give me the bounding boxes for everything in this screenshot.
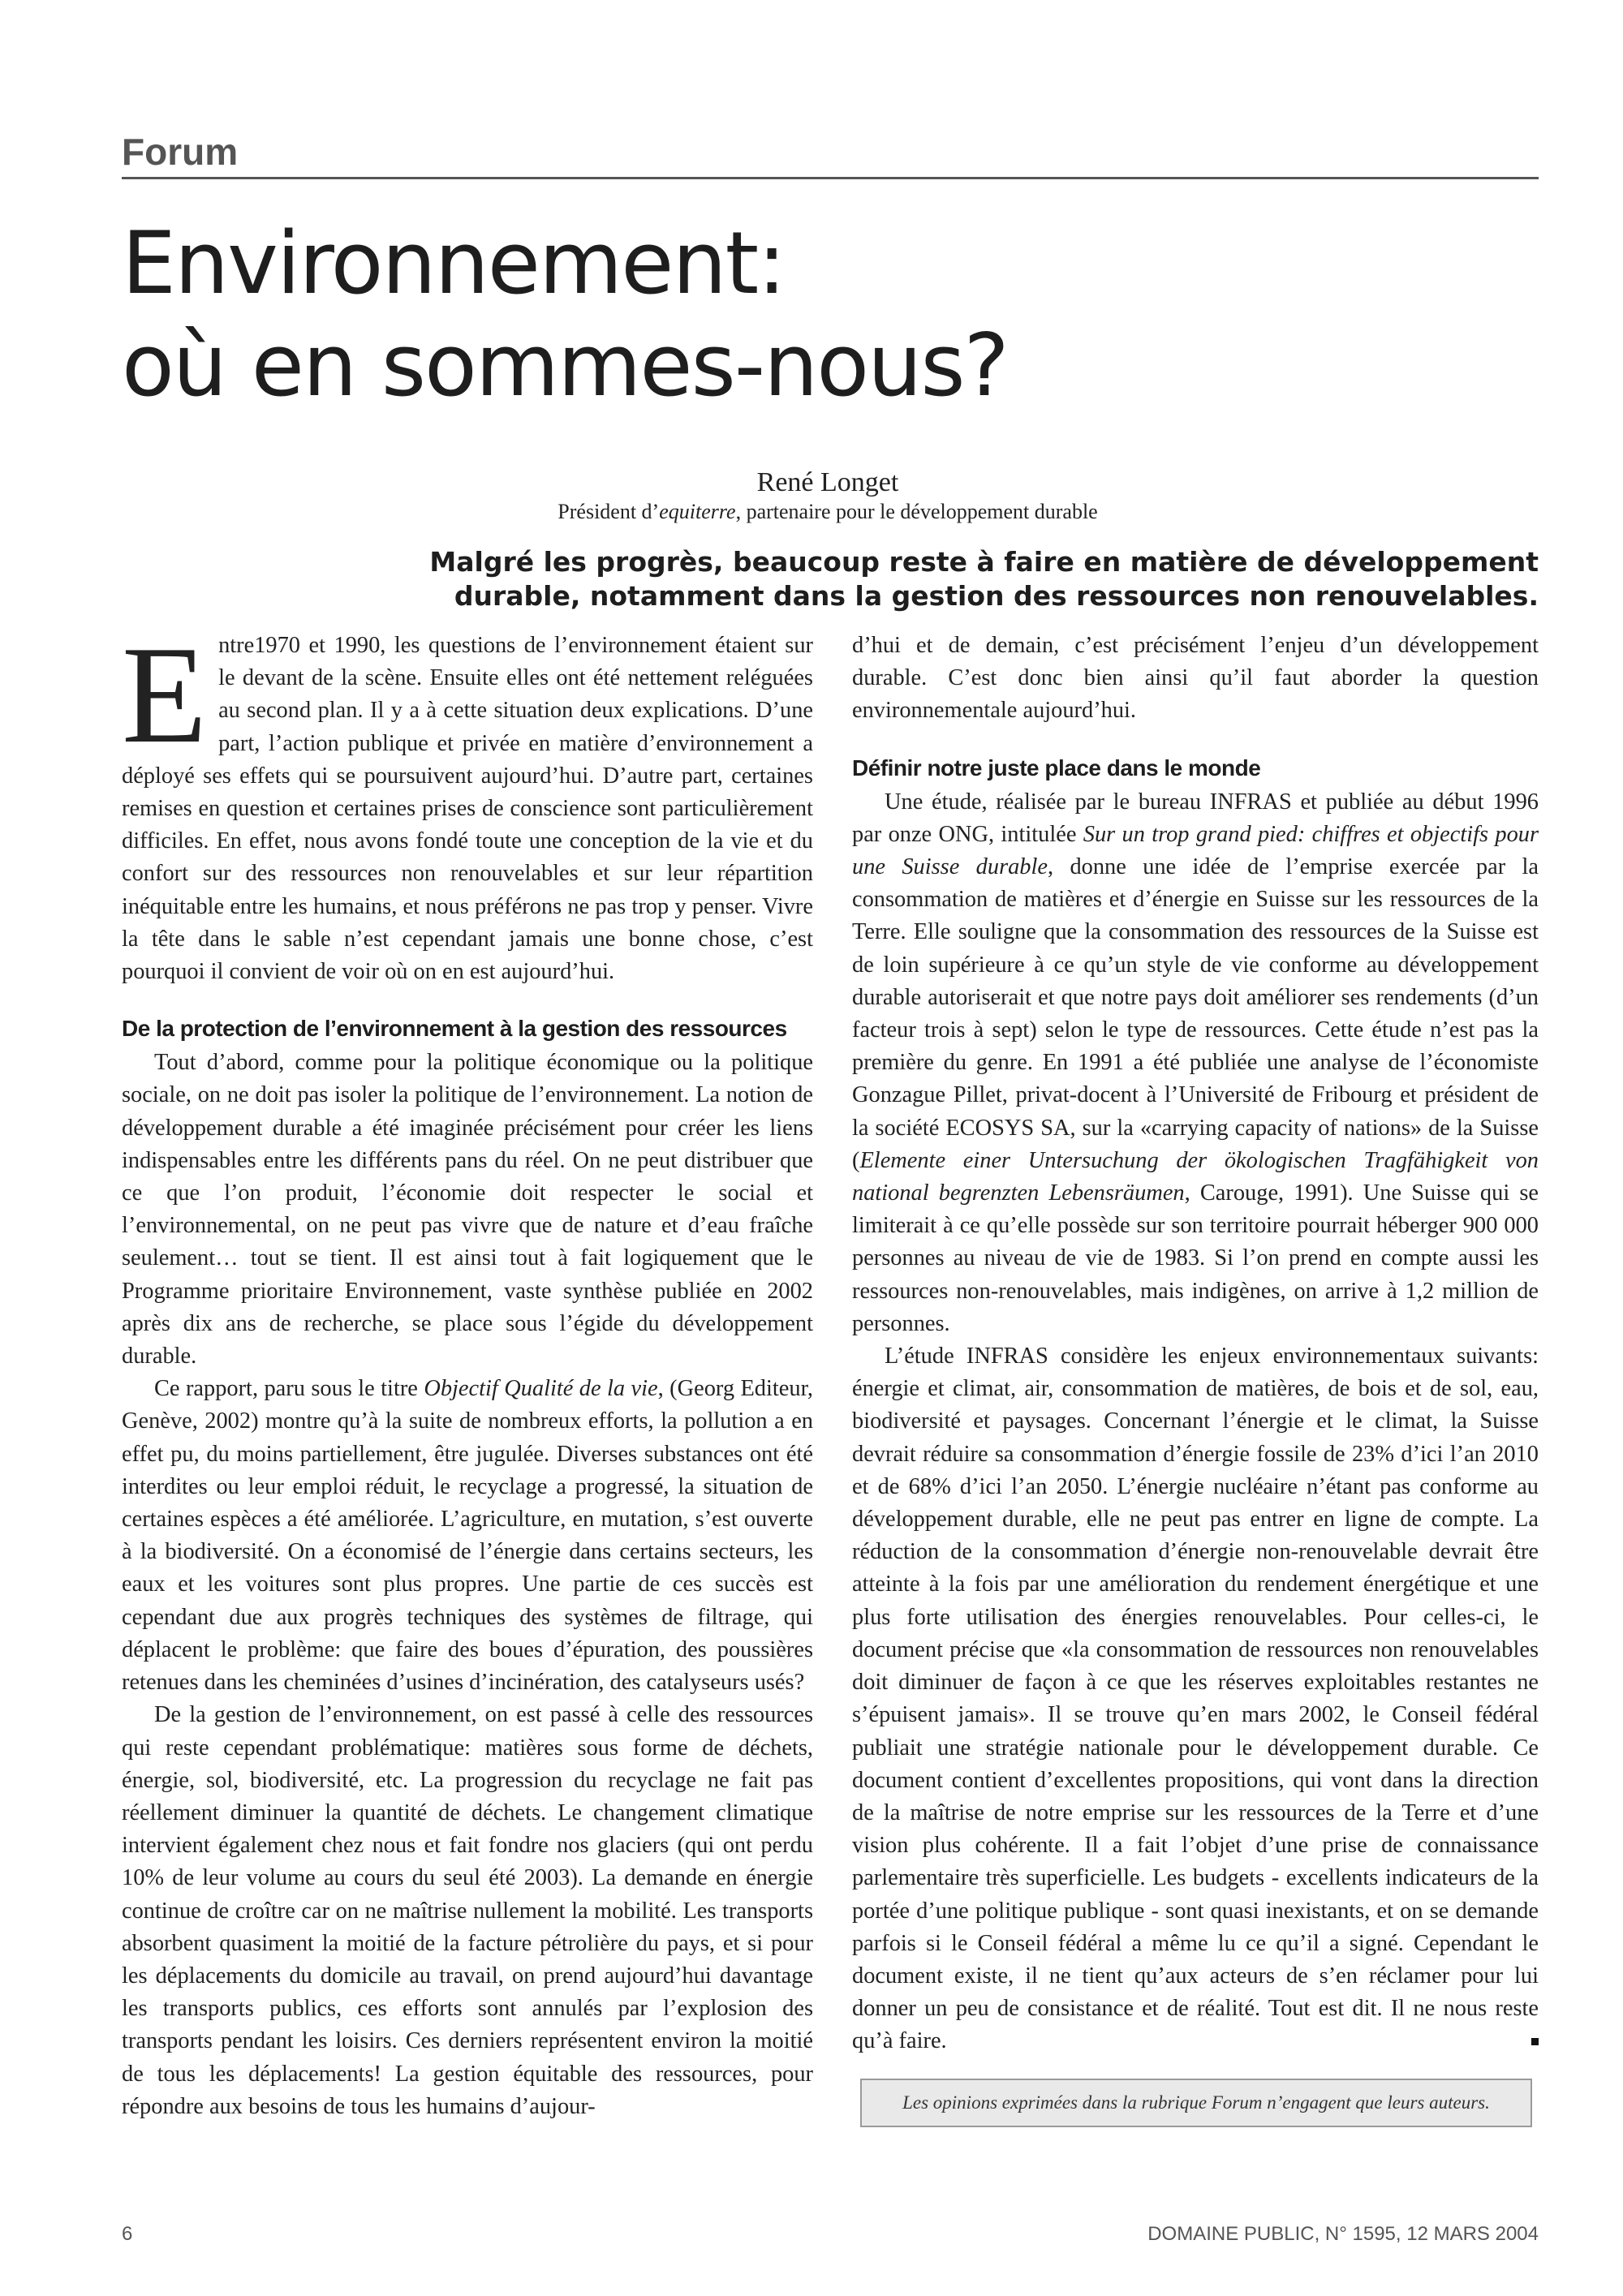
lead-line-1: Malgré les progrès, beaucoup reste à faire en matière de développement: [429, 546, 1539, 578]
paragraph-text: , donne une idée de l’emprise exercée par la consommation de matières et d’énergie en Suisse sur les ressources de la Terre. Elle souligne que la consommation des ressources de la Suisse est de loin supérieure à ce qu’un style de vie conforme au développement durable autoriserait et que notre pays doit améliorer ses rendements (d’un facteur trois à sept) selon le type de ressources. Cette étude n’est pas la première du genre. En 1991 a été publiée une analyse de l’économiste Gonzague Pillet, privat-docent à l’Université de Fribourg et président de la société ECOSYS SA, sur la «carrying capacity of nations» de la Suisse (: [852, 854, 1539, 1173]
paragraph: Tout d’abord, comme pour la politique économique ou la politique sociale, on ne doit pas isoler la politique de l’environnement. La notion de développement durable a été imaginée précisément pour créer les liens indispensables entre les différents pans du réel. On ne peut distribuer que ce que l’on produit, l’économie doit respecter le social et l’environnemental, on ne peut pas vivre que de nature et d’eau fraîche seulement… tout se tient. Il est ainsi tout à fait logiquement que le Programme prioritaire Environnement, vaste synthèse publiée en 2002 après dix ans de recherche, se place sous l’égide du développement durable.: [122, 1050, 813, 1369]
book-title: Objectif Qualité de la vie: [424, 1376, 658, 1402]
subheading-2: Définir notre juste place dans le monde: [852, 755, 1261, 780]
author-name: René Longet: [756, 467, 899, 497]
left-column: [122, 618, 813, 2123]
drop-cap: E: [122, 618, 208, 772]
paragraph-text: L’étude INFRAS considère les enjeux environnementaux suivants: énergie et climat, air, consommation de matières, de bois et de sol, eau, biodiversité et paysages. Concernant l’énergie et le climat, la Suisse devrait réduire sa consommation d’énergie fossile de 23% d’ici l’an 2010 et de 68% d’ici l’an 2050. L’énergie nucléaire n’étant pas conforme au développement durable, elle ne peut pas entrer en ligne de compte. La réduction de la consommation d’énergie non-renouvelable devrait être atteinte à la fois par une amélioration du rendement énergétique et une plus forte utilisation des énergies renouvelables. Pour celles-ci, le document précise que «la consommation de ressources non renouvelables doit diminuer de façon à ce que les réserves exploitables restantes ne s’épuisent jamais». Il se trouve qu’en mars 2002, le Conseil fédéral publiait une stratégie nationale pour le développement durable. Ce document contient d’excellentes propositions, qui vont dans la direction de la maîtrise de notre emprise sur les ressources de la Terre et d’une vision plus cohérente. Il a fait l’objet d’une prise de connaissance parlementaire très superficielle. Les budgets - excellents indicateurs de la portée d’une politique publique - sont quasi inexistants, et on se demande parfois si le Conseil fédéral a même lu ce qu’il a signé. Cependant le document existe, il ne tient qu’aux acteurs de s’en réclamer pour lui donner un peu de consistance et de réalité. Tout est dit. Il ne nous reste qu’à faire.: [852, 1344, 1539, 2054]
intro-text: ntre1970 et 1990, les questions de l’environnement étaient sur le devant de la scène. Ensuite elles ont été nettement reléguées au second plan. Il y a à cette situation deux explications. D’une part, l’action publique et privée en matière d’environnement a déployé ses effets qui se poursuivent aujourd’hui. D’autre part, certaines remises en question et certaines prises de conscience sont particulièrement difficiles. En effet, nous avons fondé toute une conception de la vie et du confort sur des ressources non renouvelables et sur leur répartition inéquitable entre les humains, et nous préférons ne pas trop y penser. Vivre la tête dans le sable n’est cependant jamais une bonne chose, c’est pourquoi il convient de voir où on en est aujourd’hui.: [122, 633, 813, 985]
role-suffix: , partenaire pour le développement durable: [735, 500, 1098, 523]
lead-line-2: durable, notamment dans la gestion des ressources non renouvelables.: [454, 580, 1539, 612]
paragraph: [852, 786, 1539, 1340]
end-of-article-mark: [1531, 2038, 1539, 2045]
intro-paragraph: [122, 618, 813, 988]
analysis-title: Elemente einer Untersuchung der ökologischen Tragfähigkeit von national begrenzten Lebensräumen: [852, 1147, 1539, 1206]
author-role: [325, 500, 1331, 524]
paragraph: [852, 1340, 1539, 2057]
paragraph: d’hui et de demain, c’est précisément l’enjeu d’un développement durable. C’est donc bien ainsi qu’il faut aborder la question environnementale aujourd’hui.: [852, 633, 1539, 724]
forum-disclaimer: Les opinions exprimées dans la rubrique Forum n’engagent que leurs auteurs.: [860, 2079, 1532, 2127]
article-title: [122, 213, 1501, 417]
section-rubric: Forum: [122, 130, 1539, 179]
role-organization: equiterre: [659, 500, 736, 523]
paragraph: [122, 1373, 813, 1699]
paragraph: De la gestion de l’environnement, on est passé à celle des ressources qui reste cependant problématique: matières sous forme de déchets, énergie, sol, biodiversité, etc. La progression du recyclage ne fait pas réellement diminuer la quantité de déchets. Le changement climatique intervient également chez nous et fait fondre nos glaciers (qui ont perdu 10% de leur volume au cours du seul été 2003). La demande en énergie continue de croître car on ne maîtrise nullement la mobilité. Les transports absorbent quasiment la moitié de la facture pétrolière du pays, et si pour les déplacements du domicile au travail, on prend aujourd’hui davantage les transports publics, ces efforts sont annulés par l’explosion des transports pendant les loisirs. Ces derniers représentent environ la moitié de tous les déplacements! La gestion équitable des ressources, pour répondre aux besoins de tous les humains d’aujour-: [122, 1702, 813, 2119]
page-number: 6: [122, 2223, 133, 2245]
title-line-2: où en sommes-nous?: [122, 316, 1008, 415]
paragraph-text: , (Georg Editeur, Genève, 2002) montre qu’à la suite de nombreux efforts, la pollution a en effet pu, du moins partiellement, être jugulée. Diverses substances ont été interdites ou leur emploi réduit, le recyclage a progressé, la situation de certaines espèces a été améliorée. L’agriculture, en mutation, s’est ouverte à la biodiversité. On a économisé de l’énergie dans certains secteurs, les eaux et les voitures sont plus propres. Une partie de ces succès est cependant due aux progrès techniques des systèmes de filtrage, qui déplacent le problème: que faire des boues d’épuration, des poussières retenues dans les cheminées d’usines d’incinération, des catalyseurs usés?: [122, 1376, 813, 1696]
publication-info: DOMAINE PUBLIC, N° 1595, 12 MARS 2004: [1147, 2223, 1539, 2245]
paragraph-text: Ce rapport, paru sous le titre: [154, 1376, 424, 1402]
article-lead: [308, 545, 1539, 613]
subheading-1: De la protection de l’environnement à la gestion des ressources: [122, 1016, 787, 1042]
study-title: Sur un trop grand pied: chiffres et objectifs pour une Suisse durable: [852, 821, 1539, 880]
right-column: [852, 630, 1539, 2058]
title-line-1: Environnement:: [122, 213, 785, 313]
paragraph-text: , Carouge, 1991). Une Suisse qui se limiterait à ce qu’elle possède sur son territoire pourrait héberger 900 000 personnes au niveau de vie de 1983. Si l’on prend en compte aussi les ressources non-renouvelables, mais indigènes, on arrive à 1,2 million de personnes.: [852, 1180, 1539, 1336]
paragraph-text: Une étude, réalisée par le bureau INFRAS et publiée au début 1996 par onze ONG, intitulée: [852, 789, 1539, 847]
role-prefix: Président d’: [558, 500, 660, 523]
